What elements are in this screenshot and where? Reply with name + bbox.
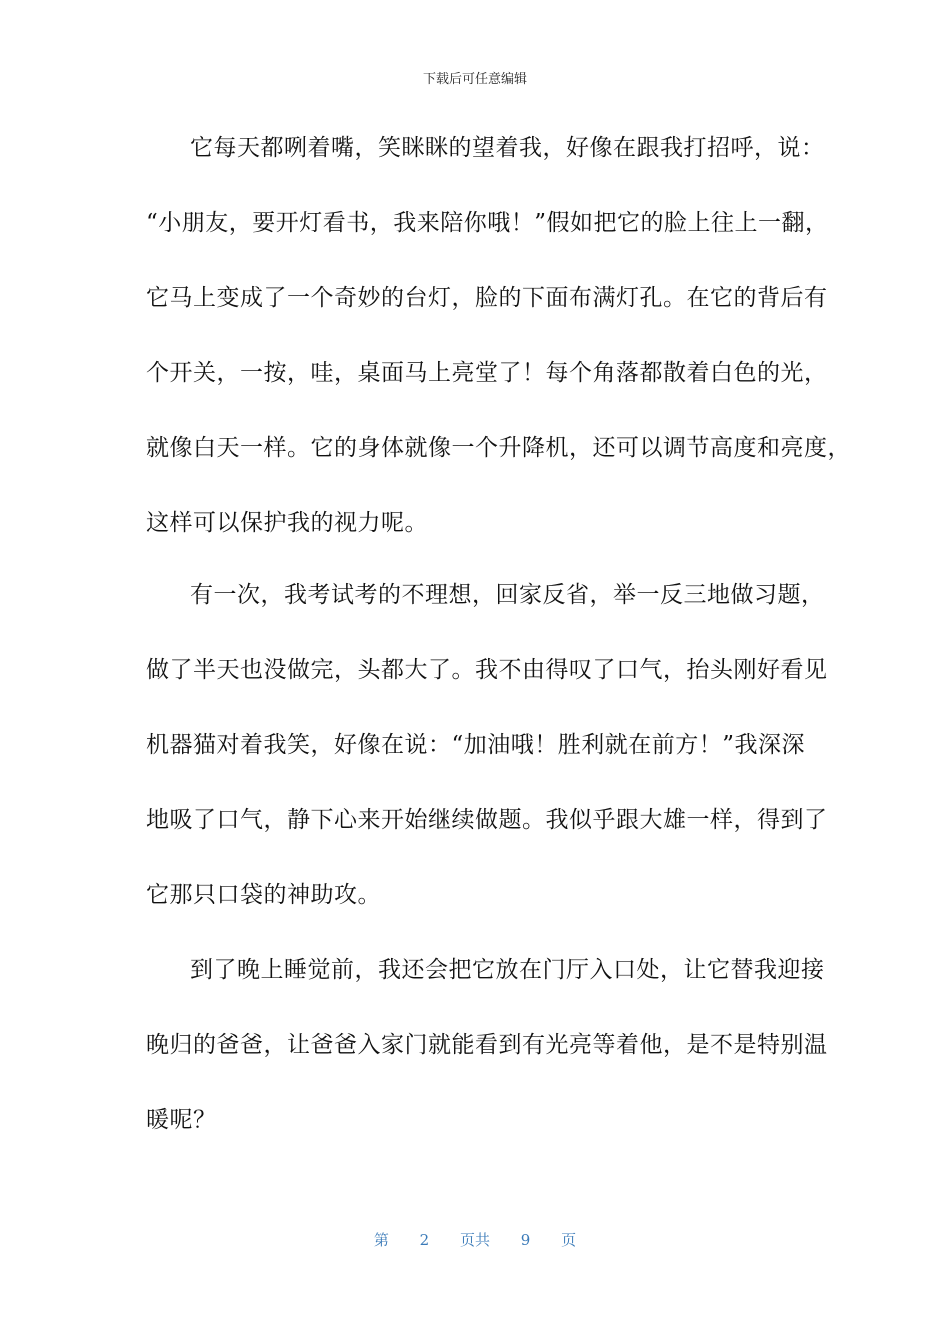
paragraph-line: 地吸了口气，静下心来开始继续做题。我似乎跟大雄一样，得到了 xyxy=(146,807,828,833)
footer-suffix: 页 xyxy=(561,1231,577,1249)
paragraph-line: 到了晚上睡觉前，我还会把它放在门厅入口处，让它替我迎接 xyxy=(190,957,825,983)
footer-middle: 页共 xyxy=(459,1231,490,1249)
paragraph-line: 有一次，我考试考的不理想，回家反省，举一反三地做习题， xyxy=(190,582,825,608)
footer-prefix: 第 xyxy=(373,1231,389,1249)
paragraph-line: 它每天都咧着嘴，笑眯眯的望着我，好像在跟我打招呼，说： xyxy=(190,135,825,161)
paragraph-line: 它马上变成了一个奇妙的台灯，脸的下面布满灯孔。在它的背后有 xyxy=(146,285,828,311)
paragraph-line: 机器猫对着我笑，好像在说：“加油哦！胜利就在前方！”我深深 xyxy=(146,732,806,758)
paragraph-line: 个开关，一按，哇，桌面马上亮堂了！每个角落都散着白色的光， xyxy=(146,360,828,386)
header-note: 下载后可任意编辑 xyxy=(422,72,527,87)
paragraph-line: 它那只口袋的神助攻。 xyxy=(146,882,381,908)
page-footer xyxy=(0,1229,950,1250)
paragraph-line: “小朋友，要开灯看书，我来陪你哦！”假如把它的脸上往上一翻， xyxy=(146,210,829,236)
total-page-count: 9 xyxy=(520,1231,531,1249)
current-page-number: 2 xyxy=(419,1231,430,1249)
paragraph-line: 这样可以保护我的视力呢。 xyxy=(146,510,428,536)
paragraph-line: 就像白天一样。它的身体就像一个升降机，还可以调节高度和亮度， xyxy=(146,435,851,461)
paragraph-line: 做了半天也没做完，头都大了。我不由得叹了口气，抬头刚好看见 xyxy=(146,657,828,683)
paragraph-line: 晚归的爸爸，让爸爸入家门就能看到有光亮等着他，是不是特别温 xyxy=(146,1032,828,1058)
paragraph-line: 暖呢？ xyxy=(146,1107,217,1133)
